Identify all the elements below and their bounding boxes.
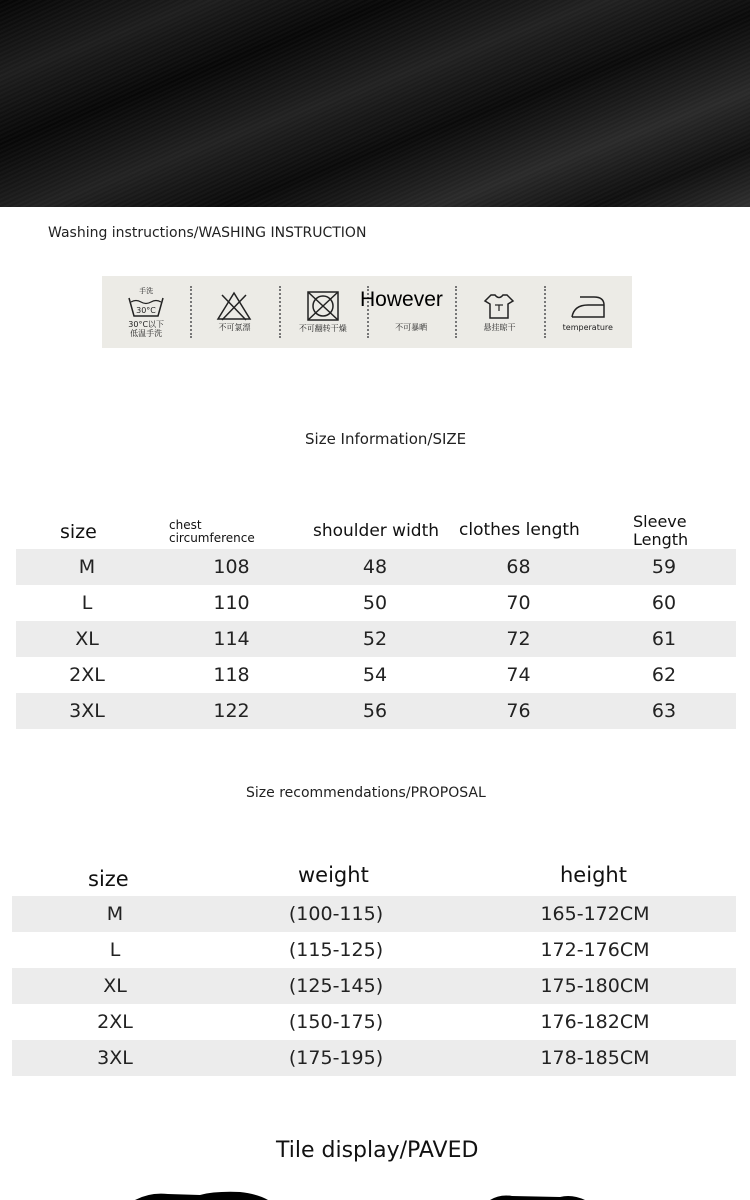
cell-height: 178-185CM: [540, 1047, 650, 1069]
cell-sleeve: 60: [651, 592, 677, 614]
cell-chest: 110: [213, 592, 250, 614]
header-size: size: [60, 521, 97, 543]
however-overlay-text: However: [360, 288, 443, 311]
cell-sleeve: 62: [651, 664, 677, 686]
header-size: size: [88, 867, 129, 891]
table-row: [12, 932, 736, 968]
cell-size: L: [81, 592, 93, 614]
care-label-strip: [102, 276, 632, 348]
recommend-table-header: [12, 860, 736, 896]
hang-dry-label: 悬挂晾干: [483, 323, 516, 333]
cell-shoulder: 56: [362, 700, 388, 722]
no-tumble-dry-label: 不可翻转干燥: [298, 324, 347, 334]
cell-height: 165-172CM: [540, 903, 650, 925]
cell-shoulder: 48: [362, 556, 388, 578]
cell-weight: (125-145): [288, 975, 384, 997]
cell-weight: (100-115): [288, 903, 384, 925]
cell-sleeve: 59: [651, 556, 677, 578]
hand-wash-top-label: 手洗: [139, 286, 154, 295]
cell-weight: (115-125): [288, 939, 384, 961]
iron-label: temperature: [562, 323, 613, 333]
cell-clothes: 70: [506, 592, 531, 614]
no-bleach-label: 不可氯漂: [218, 323, 251, 333]
washing-heading: Washing instructions/WASHING INSTRUCTION: [48, 225, 367, 241]
table-row: [12, 1004, 736, 1040]
cell-clothes: 76: [506, 700, 531, 722]
care-item-no-bleach: [190, 276, 278, 348]
care-item-iron: [544, 276, 632, 348]
header-chest: chest circumference: [169, 518, 255, 545]
garment-tile-preview: [0, 1188, 750, 1200]
no-tumble-dry-icon: [305, 290, 341, 322]
header-shoulder: shoulder width: [313, 521, 440, 541]
no-sun-dry-label: 不可暴晒: [395, 323, 428, 333]
recommend-table: [12, 896, 736, 1076]
cell-size: 3XL: [97, 1047, 133, 1069]
header-height: height: [560, 863, 627, 887]
header-weight: weight: [298, 863, 369, 887]
cell-height: 172-176CM: [540, 939, 650, 961]
cell-size: M: [78, 556, 96, 578]
hand-wash-30-icon: [126, 296, 166, 318]
size-recommendation-heading: Size recommendations/PROPOSAL: [246, 785, 486, 801]
cell-size: 3XL: [69, 700, 105, 722]
cell-weight: (150-175): [288, 1011, 384, 1033]
cell-sleeve: 63: [651, 700, 677, 722]
care-item-hang-dry: [455, 276, 543, 348]
table-row: [16, 657, 736, 693]
no-bleach-icon: [216, 291, 252, 321]
cell-clothes: 74: [506, 664, 531, 686]
cell-clothes: 72: [506, 628, 531, 650]
cell-weight: (175-195): [288, 1047, 384, 1069]
table-row: [12, 896, 736, 932]
hand-wash-temp: 30°C: [136, 305, 157, 315]
table-row: [12, 1040, 736, 1076]
tile-display-heading: Tile display/PAVED: [276, 1138, 479, 1163]
cell-sleeve: 61: [651, 628, 677, 650]
cell-size: 2XL: [69, 664, 105, 686]
cell-shoulder: 50: [362, 592, 388, 614]
size-table: [16, 549, 736, 729]
hand-wash-label: 30°C以下 低温手洗: [128, 319, 165, 338]
cell-chest: 114: [213, 628, 250, 650]
cell-size: L: [109, 939, 121, 961]
cell-size: M: [106, 903, 124, 925]
size-info-heading: Size Information/SIZE: [305, 430, 467, 448]
iron-icon: [568, 291, 608, 321]
care-item-no-tumble-dry: [279, 276, 367, 348]
table-row: [16, 621, 736, 657]
cell-shoulder: 52: [362, 628, 388, 650]
cell-chest: 108: [213, 556, 250, 578]
care-item-hand-wash: [102, 276, 190, 348]
header-clothes-length: clothes length: [459, 520, 580, 540]
cell-size: 2XL: [97, 1011, 133, 1033]
fabric-texture-photo: [0, 0, 750, 207]
cell-size: XL: [103, 975, 127, 997]
table-row: [12, 968, 736, 1004]
table-row: [16, 549, 736, 585]
hang-dry-icon: [481, 291, 517, 321]
size-table-header: [16, 510, 736, 550]
care-item-no-sun-dry: [367, 276, 455, 348]
cell-shoulder: 54: [362, 664, 388, 686]
cell-chest: 118: [213, 664, 250, 686]
cell-height: 176-182CM: [540, 1011, 650, 1033]
header-sleeve: Sleeve Length: [633, 512, 689, 549]
cell-clothes: 68: [506, 556, 531, 578]
table-row: [16, 585, 736, 621]
cell-size: XL: [75, 628, 99, 650]
cell-chest: 122: [213, 700, 250, 722]
table-row: [16, 693, 736, 729]
cell-height: 175-180CM: [540, 975, 650, 997]
